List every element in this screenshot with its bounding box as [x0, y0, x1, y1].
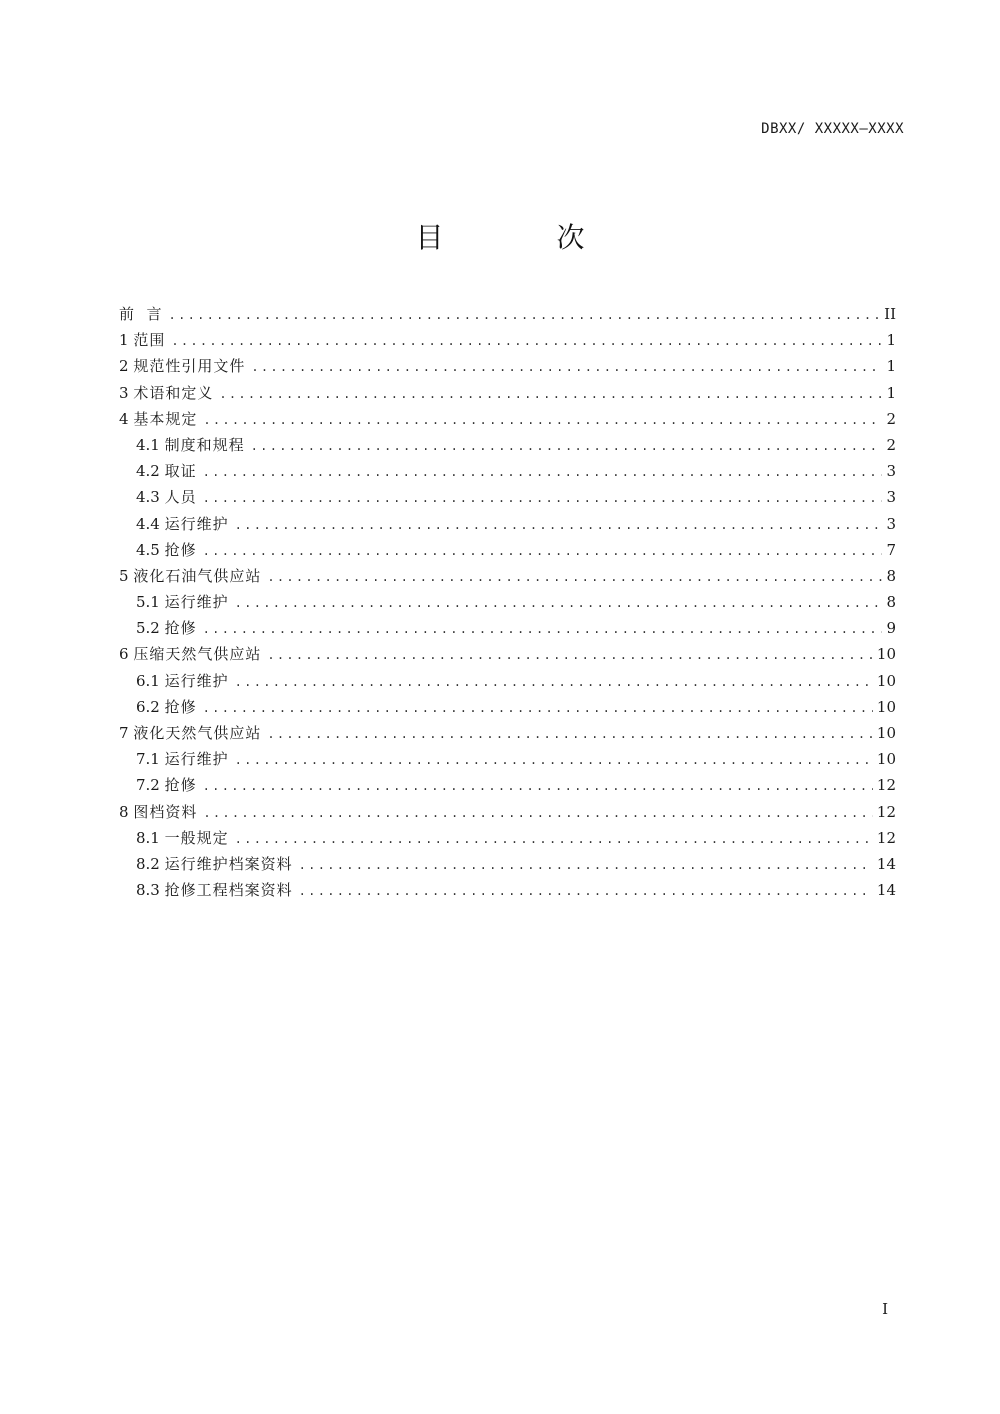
toc-leader-dots — [251, 354, 882, 380]
toc-entry-label: 运行维护 — [164, 593, 229, 612]
toc-entry-page: 12 — [876, 776, 896, 795]
toc-entry-label: 制度和规程 — [164, 435, 245, 454]
toc-entry-label: 抢修 — [164, 776, 197, 795]
toc-entry-number: 7.2 — [136, 776, 165, 795]
toc-entry-label: 范围 — [133, 331, 166, 350]
toc-entry-page: 14 — [876, 881, 896, 900]
toc-entry-page: 10 — [876, 697, 896, 716]
toc-entry-number: 8.3 — [136, 881, 165, 900]
toc-entry-page: 2 — [886, 409, 896, 428]
toc-entry-2[interactable] — [119, 353, 896, 379]
toc-entry-number: 8 — [119, 802, 134, 821]
toc-entry-number: 6 — [119, 645, 134, 664]
toc-entry-6-2[interactable] — [119, 694, 896, 720]
toc-entry-page: 10 — [876, 750, 896, 769]
toc-entry-4-5[interactable] — [119, 537, 896, 563]
toc-entry-4-1[interactable] — [119, 432, 896, 458]
toc-entry-label: 一般规定 — [164, 828, 229, 847]
toc-leader-dots — [203, 459, 882, 485]
toc-entry-label: 运行维护 — [164, 750, 229, 769]
toc-leader-dots — [235, 590, 882, 616]
toc-entry-number: 4.3 — [136, 488, 165, 507]
toc-entry-number: 4.5 — [136, 540, 165, 559]
toc-entry-8-2[interactable] — [119, 851, 896, 877]
toc-leader-dots — [203, 538, 882, 564]
toc-entry-label: 抢修工程档案资料 — [164, 881, 293, 900]
toc-entry-page: 10 — [876, 645, 896, 664]
toc-entry-page: 3 — [886, 514, 896, 533]
toc-entry-page: 10 — [876, 724, 896, 742]
toc-entry-label: 图档资料 — [133, 802, 198, 821]
toc-entry-label: 人员 — [164, 488, 197, 507]
toc-leader-dots — [203, 773, 873, 799]
toc-entry-page: 8 — [886, 566, 896, 585]
toc-entry-label: 运行维护档案资料 — [164, 854, 293, 873]
toc-entry-label: 抢修 — [164, 697, 197, 716]
toc-entry-page: 10 — [876, 671, 896, 690]
toc-entry-label: 术语和定义 — [133, 383, 214, 402]
toc-entry-5-1[interactable] — [119, 589, 896, 615]
toc-leader-dots — [251, 433, 882, 459]
toc-entry-page: 1 — [886, 331, 896, 350]
toc-entry-page: 9 — [886, 619, 896, 638]
toc-leader-dots — [235, 747, 873, 773]
toc-entry-label: 抢修 — [164, 540, 197, 559]
toc-entry-label: 运行维护 — [164, 671, 229, 690]
toc-leader-dots — [169, 302, 881, 328]
toc-leader-dots — [171, 328, 882, 354]
toc-entry-number: 6.1 — [136, 671, 165, 690]
toc-entry-label: 压缩天然气供应站 — [133, 645, 262, 664]
toc-entry-number: 7 — [119, 724, 134, 742]
toc-entry-number: 1 — [119, 331, 134, 350]
toc-entry-4-3[interactable] — [119, 484, 896, 510]
document-code: DBXX/ XXXXX—XXXX — [761, 121, 904, 137]
toc-entry-number: 5 — [119, 566, 134, 585]
toc-entry-label: 取证 — [164, 462, 197, 481]
toc-entry-label: 运行维护 — [164, 514, 229, 533]
toc-entry-number: 5.1 — [136, 593, 165, 612]
toc-entry-page: 1 — [886, 357, 896, 376]
toc-entry-page: 12 — [876, 828, 896, 847]
toc-entry-number: 5.2 — [136, 619, 165, 638]
toc-entry-number: 6.2 — [136, 697, 165, 716]
toc-entry-page: 7 — [886, 540, 896, 559]
toc-leader-dots — [267, 564, 882, 590]
toc-entry-8[interactable] — [119, 799, 896, 825]
toc-entry-5-2[interactable] — [119, 615, 896, 641]
toc-entry-number: 7.1 — [136, 750, 165, 769]
toc-entry-number: 4 — [119, 409, 134, 428]
toc-entry-number: 2 — [119, 357, 134, 376]
toc-leader-dots — [203, 800, 873, 826]
table-of-contents — [119, 301, 896, 903]
toc-leader-dots — [203, 616, 882, 642]
toc-leader-dots — [299, 852, 873, 878]
toc-leader-dots — [203, 407, 882, 433]
toc-entry-label: 规范性引用文件 — [133, 357, 246, 376]
toc-entry-7-1[interactable] — [119, 746, 896, 772]
toc-entry-number: 4.1 — [136, 435, 165, 454]
toc-entry-4-4[interactable] — [119, 511, 896, 537]
toc-entry-7-2[interactable] — [119, 772, 896, 798]
toc-entry-label: 液化石油气供应站 — [133, 566, 262, 585]
toc-entry-number: 3 — [119, 383, 134, 402]
toc-entry-5[interactable] — [119, 563, 896, 589]
toc-entry-page: 2 — [886, 435, 896, 454]
toc-entry-8-1[interactable] — [119, 825, 896, 851]
toc-entry-6-1[interactable] — [119, 668, 896, 694]
toc-entry-page: 8 — [886, 593, 896, 612]
toc-entry-page: 14 — [876, 854, 896, 873]
toc-entry-8-3[interactable] — [119, 877, 896, 903]
toc-entry-page: 12 — [876, 802, 896, 821]
toc-entry-number: 4.4 — [136, 514, 165, 533]
toc-entry-page: 1 — [886, 383, 896, 402]
toc-entry-1[interactable] — [119, 327, 896, 353]
toc-entry-6[interactable] — [119, 641, 896, 667]
toc-leader-dots — [219, 381, 882, 407]
toc-leader-dots — [235, 669, 873, 695]
toc-leader-dots — [267, 721, 873, 747]
toc-entry-7[interactable] — [119, 720, 896, 746]
toc-entry-label: 抢修 — [164, 619, 197, 638]
toc-leader-dots — [267, 642, 873, 668]
toc-entry-label: 液化天然气供应站 — [133, 724, 262, 742]
page-number: I — [882, 1300, 888, 1318]
toc-entry-number: 8.2 — [136, 854, 165, 873]
toc-leader-dots — [299, 878, 873, 904]
toc-entry-4-2[interactable] — [119, 458, 896, 484]
toc-entry-4[interactable] — [119, 406, 896, 432]
toc-entry-3[interactable] — [119, 380, 896, 406]
toc-leader-dots — [203, 695, 873, 721]
toc-entry-number: 4.2 — [136, 462, 165, 481]
toc-entry-number: 8.1 — [136, 828, 165, 847]
toc-entry-page: 3 — [886, 488, 896, 507]
toc-leader-dots — [235, 826, 873, 852]
toc-leader-dots — [235, 512, 882, 538]
toc-leader-dots — [203, 485, 882, 511]
toc-entry-page: II — [884, 305, 896, 323]
toc-entry-preface[interactable] — [119, 301, 896, 327]
toc-title: 目 次 — [415, 221, 637, 254]
toc-entry-label: 基本规定 — [133, 409, 198, 428]
toc-entry-label: 前 言 — [119, 305, 163, 323]
toc-entry-page: 3 — [886, 462, 896, 481]
